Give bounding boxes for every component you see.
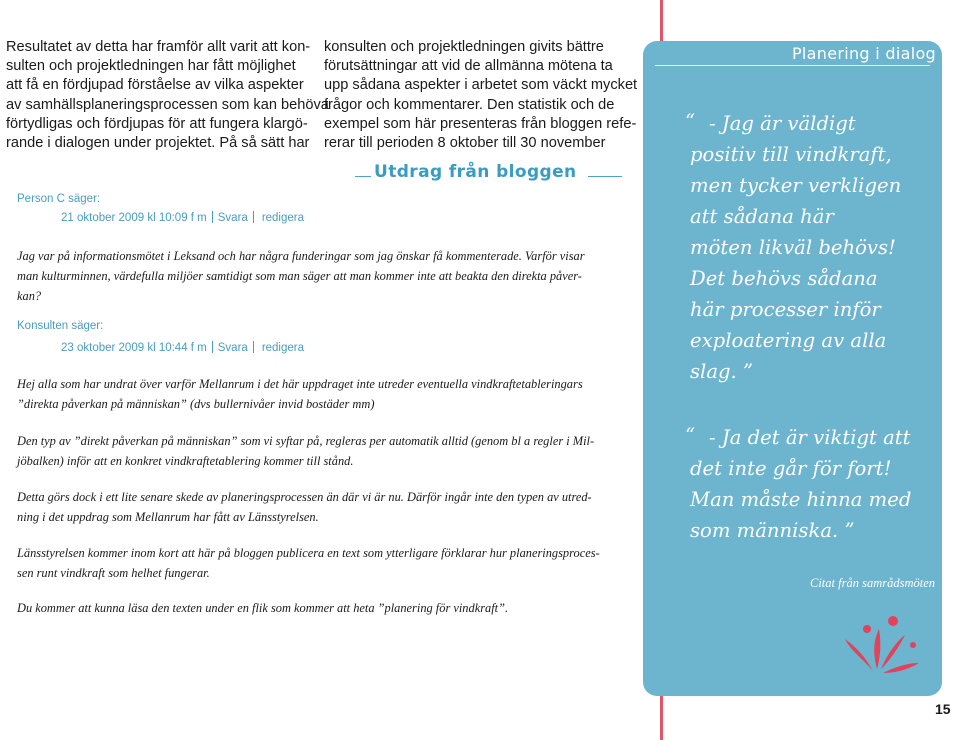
text-line: upp sådana aspekter i arbetet som väckt mycket [324, 77, 638, 94]
quote-line: att sådana här [690, 205, 834, 228]
text-line: av samhällsplaneringsprocessen som kan behöva [6, 96, 329, 113]
text-line: sen runt vindkraft som helhet fungerar. [17, 566, 210, 580]
text-line: konsulten och projektledningen givits bättre [324, 39, 604, 55]
quote-line: det inte går för fort! [690, 457, 892, 480]
quote-2 [685, 422, 940, 546]
intro-paragraph [6, 38, 329, 153]
text-line: Hej alla som har undrat över varför Mellanrum i det här uppdraget inte utreder eventuella vindkraftetableringars [17, 377, 583, 391]
sidebar-title: Planering i dialog [791, 44, 936, 63]
quote-sidebar [643, 41, 942, 696]
comment-meta [61, 211, 304, 224]
continuation-paragraph [324, 38, 638, 153]
text-line: ”direkta påverkan på människan” (dvs bullernivåer invid bostäder mm) [17, 397, 375, 411]
close-quote-mark: ” [743, 360, 754, 383]
quote-line [685, 422, 940, 453]
comment-author: Person C säger: [17, 193, 101, 205]
quote-text: slag. [690, 360, 737, 383]
text-line: Du kommer att kunna läsa den texten under en flik som kommer att heta ”planering för vindkraft”. [17, 601, 509, 615]
text-line: exempel som här presenteras från bloggen refe- [324, 115, 637, 132]
divider [212, 211, 213, 223]
divider [253, 211, 254, 223]
text-line: frågor och kommentarer. Den statistik och de [324, 96, 615, 113]
heading-rule-right [588, 176, 622, 177]
quote-line [690, 356, 940, 387]
comment-date: 21 oktober 2009 kl 10:09 f m [61, 212, 207, 224]
close-quote-mark: ” [844, 519, 855, 542]
edit-link[interactable]: redigera [261, 342, 305, 354]
reply-link[interactable]: Svara [217, 212, 248, 224]
quote-text: som människa. [690, 519, 839, 542]
text-line: jöbalken) inför att en konkret vindkraftetablering kommer till stånd. [17, 454, 354, 468]
quote-1 [685, 108, 940, 387]
quote-line: Man måste hinna med [690, 488, 912, 511]
quote-line: men tycker verkligen [690, 174, 902, 197]
page-number: 15 [935, 701, 951, 717]
text-line: kan? [17, 289, 42, 303]
text-line: förtydligas och fördjupas för att fungera klargö- [6, 115, 308, 132]
text-line: man kulturminnen, värdefulla miljöer samtidigt som man säger att man kommer inte att beakta den direkta påver- [17, 269, 582, 283]
text-line: rande i dialogen under projektet. På så sätt har [6, 135, 310, 152]
heading-rule-left [355, 176, 371, 177]
comment-paragraph [17, 431, 617, 471]
blog-heading-block [360, 162, 600, 186]
quote-line [685, 108, 940, 139]
quote-line: exploatering av alla [690, 329, 887, 352]
comment-author: Konsulten säger: [17, 320, 104, 332]
quote-line: positiv till vindkraft, [690, 143, 892, 166]
blog-heading: Utdrag från bloggen [374, 162, 577, 182]
text-line: Jag var på informationsmötet i Leksand och har några funderingar som jag önskar få kommenterade. Varför visar [17, 249, 585, 263]
comment-body [17, 246, 617, 306]
text-line: Detta görs dock i ett lite senare skede av planeringsprocessen än där vi är nu. Därför ingår inte den typen av utred- [17, 490, 592, 504]
text-line: ning i det uppdrag som Mellanrum har fått av Länsstyrelsen. [17, 510, 319, 524]
divider [253, 341, 254, 353]
open-quote-mark: “ [685, 110, 696, 133]
red-splash-icon [843, 611, 923, 679]
comment-paragraph [17, 543, 617, 583]
open-quote-mark: “ [685, 424, 696, 447]
text-line: rerar till perioden 8 oktober till 30 november [324, 135, 606, 152]
quote-text: - Jag är väldigt [709, 112, 856, 135]
text-line: Resultatet av detta har framför allt varit att kon- [6, 39, 311, 55]
quote-line: möten likväl behövs! [690, 236, 896, 259]
comment-paragraph [17, 374, 617, 414]
text-line: att få en fördjupad förståelse av vilka aspekter [6, 77, 304, 94]
quote-line: här processer inför [690, 298, 881, 321]
quote-text: - Ja det är viktigt att [709, 426, 911, 449]
edit-link[interactable]: redigera [261, 212, 305, 224]
text-line: sulten och projektledningen har fått möjlighet [6, 58, 296, 75]
comment-paragraph [17, 598, 617, 618]
comment-meta [61, 341, 304, 354]
sidebar-title-rule [655, 65, 930, 66]
comment-date: 23 oktober 2009 kl 10:44 f m [61, 342, 207, 354]
divider [212, 341, 213, 353]
text-line: Den typ av ”direkt påverkan på människan” som vi syftar på, regleras per automatik alltid (genom bl a regler i Mil- [17, 434, 595, 448]
quote-caption: Citat från samrådsmöten [809, 576, 935, 590]
quote-line [690, 515, 940, 546]
reply-link[interactable]: Svara [217, 342, 248, 354]
comment-paragraph [17, 487, 617, 527]
quote-line: Det behövs sådana [690, 267, 878, 290]
text-line: förutsättningar att vid de allmänna mötena ta [324, 58, 613, 75]
text-line: Länsstyrelsen kommer inom kort att här på bloggen publicera en text som ytterligare förklarar hur planeringsproces- [17, 546, 600, 560]
